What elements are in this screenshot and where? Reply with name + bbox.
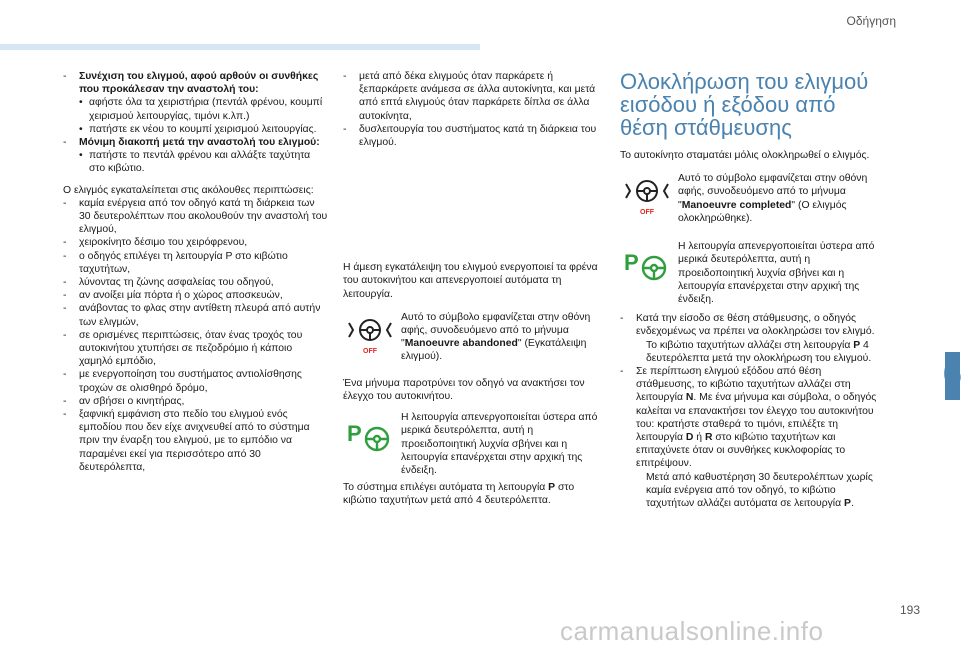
chapter-number: 6 [943,355,962,393]
list-item: - αν ανοίξει μία πόρτα ή ο χώρος αποσκευών, [63,290,283,302]
column-1 [63,70,328,474]
paragraph: Το σύστημα επιλέγει αυτόματα τη λειτουργία P στο κιβώτιο ταχυτήτων μετά από 4 δευτερόλεπτα. [343,482,575,507]
warning-row [343,311,603,369]
icon-description: Η λειτουργία απενεργοποιείται ύστερα από μερικά δευτερόλεπτα, αυτή η προειδοποιητική λυχνία σβήνει και η λειτουργία επανέρχεται στην αρχική της ένδειξη. [678,241,875,306]
item-title: Μόνιμη διακοπή μετά την αναστολή του ελιγμού: [79,137,320,149]
list-item: - χειροκίνητο δέσιμο του χειρόφρενου, [63,237,248,249]
paragraph: Η άμεση εγκατάλειψη του ελιγμού ενεργοποιεί τα φρένα του αυτοκινήτου και απενεργοποιεί αυτόματα τη λειτουργία. [343,262,598,300]
list-item-continuation: Το κιβώτιο ταχυτήτων αλλάζει στη λειτουργία P 4 δευτερόλεπτα μετά την ολοκλήρωση του ελιγμού. [646,339,872,364]
item-title: Συνέχιση του ελιγμού, αφού αρθούν οι συνθήκες που προκάλεσαν την αναστολή του: [79,71,319,96]
list-item: - Σε περίπτωση ελιγμού εξόδου από θέση στάθμευσης, το κιβώτιο ταχυτήτων αλλάζει στη λειτουργία N. Με ένα μήνυμα και σύμβολα, ο οδηγός καλείται να επανακτήσει τον έλεγχο του αυτοκινήτου του: κρατήστε σταθερά το τιμόνι, επιλέξτε τη λειτουργία D ή R στο κιβώτιο ταχυτήτων και επιταχύνετε όταν οι συνθήκες κυκλοφορίας το επιτρέψουν. [620,366,877,470]
list-item: - Κατά την είσοδο σε θέση στάθμευσης, ο οδηγός ενδεχομένως να πρέπει να ολοκληρώσει τον ελιγμό. [620,313,875,338]
list-item: - με ενεργοποίηση του συστήματος αντιολίσθησης τροχών σε ολισθηρό δρόμο, [63,369,302,394]
page-number: 193 [899,603,920,617]
list-item: - σε ορισμένες περιπτώσεις, όταν ένας τροχός του αυτοκινήτου χτυπήσει σε πεζοδρόμιο ή κάποιο χαμηλό εμπόδιο, [63,329,303,368]
section-heading: Ολοκλήρωση του ελιγμού εισόδου ή εξόδου από θέση στάθμευσης [620,69,869,140]
column-2 [343,70,603,508]
list-item: - λύνοντας τη ζώνης ασφαλείας του οδηγού, [63,277,274,289]
watermark: carmanualsonline.info [560,616,824,646]
header-bar [0,44,480,50]
paragraph: Το αυτοκίνητο σταματάει μόλις ολοκληρωθεί ο ελιγμός. [620,150,870,161]
svg-text:OFF: OFF [640,209,654,217]
list-item: - Συνέχιση του ελιγμού, αφού αρθούν οι συνθήκες που προκάλεσαν την αναστολή του: [63,71,319,96]
list-item: - ανάβοντας το φλας στην αντίθετη πλευρά από αυτήν των ελιγμών, [63,303,321,328]
status-row [343,411,603,477]
info-row [620,172,882,230]
sub-item: • πατήστε το πεντάλ φρένου και αλλάξτε ταχύτητα στο κιβώτιο. [79,150,311,175]
list-item: - Μόνιμη διακοπή μετά την αναστολή του ελιγμού: [63,137,320,149]
svg-text:P: P [347,421,362,447]
icon-description: Αυτό το σύμβολο εμφανίζεται στην οθόνη αφής, συνοδευόμενο από το μήνυμα "Manoeuvre abandoned" (Εγκατάλειψη ελιγμού). [401,311,591,363]
list-item-continuation: Μετά από καθυστέρηση 30 δευτερολέπτων χωρίς καμία ενέργεια από τον οδηγό, το κιβώτιο ταχυτήτων αλλάζει αυτόματα σε λειτουργία P. [646,471,873,510]
svg-text:OFF: OFF [363,347,377,355]
park-assist-p-icon [343,415,397,459]
svg-text:P: P [624,250,639,276]
section-title: Οδήγηση [846,14,896,28]
paragraph: Ένα μήνυμα παροτρύνει τον οδηγό να ανακτήσει τον έλεγχο του αυτοκινήτου. [343,377,585,403]
status-row [620,240,882,306]
list-item: - αν σβήσει ο κινητήρας, [63,395,185,407]
manoeuvre-off-icon [343,315,397,359]
icon-description: Η λειτουργία απενεργοποιείται ύστερα από μερικά δευτερόλεπτα, αυτή η προειδοποιητική λυχνία σβήνει και η λειτουργία επανέρχεται στην αρχική της ένδειξη. [401,412,598,477]
list-item: - δυσλειτουργία του συστήματος κατά τη διάρκεια του ελιγμού. [343,123,597,149]
sub-item: • αφήστε όλα τα χειριστήρια (πεντάλ φρένου, κουμπί χειρισμού λειτουργίας, τιμόνι κ.λπ.) [79,97,323,122]
column-3 [620,70,882,510]
paragraph: Ο ελιγμός εγκαταλείπεται στις ακόλουθες περιπτώσεις: [63,184,314,196]
park-assist-p-icon [620,244,674,288]
list-item: - μετά από δέκα ελιγμούς όταν παρκάρετε ή ξεπαρκάρετε ανάμεσα σε άλλα αυτοκίνητα, και μετά από επτά ελιγμούς όταν παρκάρετε δίπλα σε άλλα αυτοκίνητα, [343,71,596,122]
list-item: - ο οδηγός επιλέγει τη λειτουργία P στο κιβώτιο ταχυτήτων, [63,250,288,275]
icon-description: Αυτό το σύμβολο εμφανίζεται στην οθόνη αφής, συνοδευόμενο από το μήνυμα "Manoeuvre completed" (Ο ελιγμός ολοκληρώθηκε). [678,173,868,224]
list-item: - ξαφνική εμφάνιση στο πεδίο του ελιγμού ενός εμποδίου που δεν είχε ανιχνευθεί από το σύστημα πριν την έναρξη του ελιγμού, με το εμπόδιο να παραμένει εκεί για περισσότερο από 30 δευτερόλεπτα, [63,409,310,473]
sub-item: • πατήστε εκ νέου το κουμπί χειρισμού λειτουργίας. [79,123,317,135]
manoeuvre-off-icon [620,176,674,220]
list-item: - καμία ενέργεια από τον οδηγό κατά τη διάρκεια των 30 δευτερολέπτων που ακολουθούν την αναστολή του ελιγμού, [63,197,328,236]
